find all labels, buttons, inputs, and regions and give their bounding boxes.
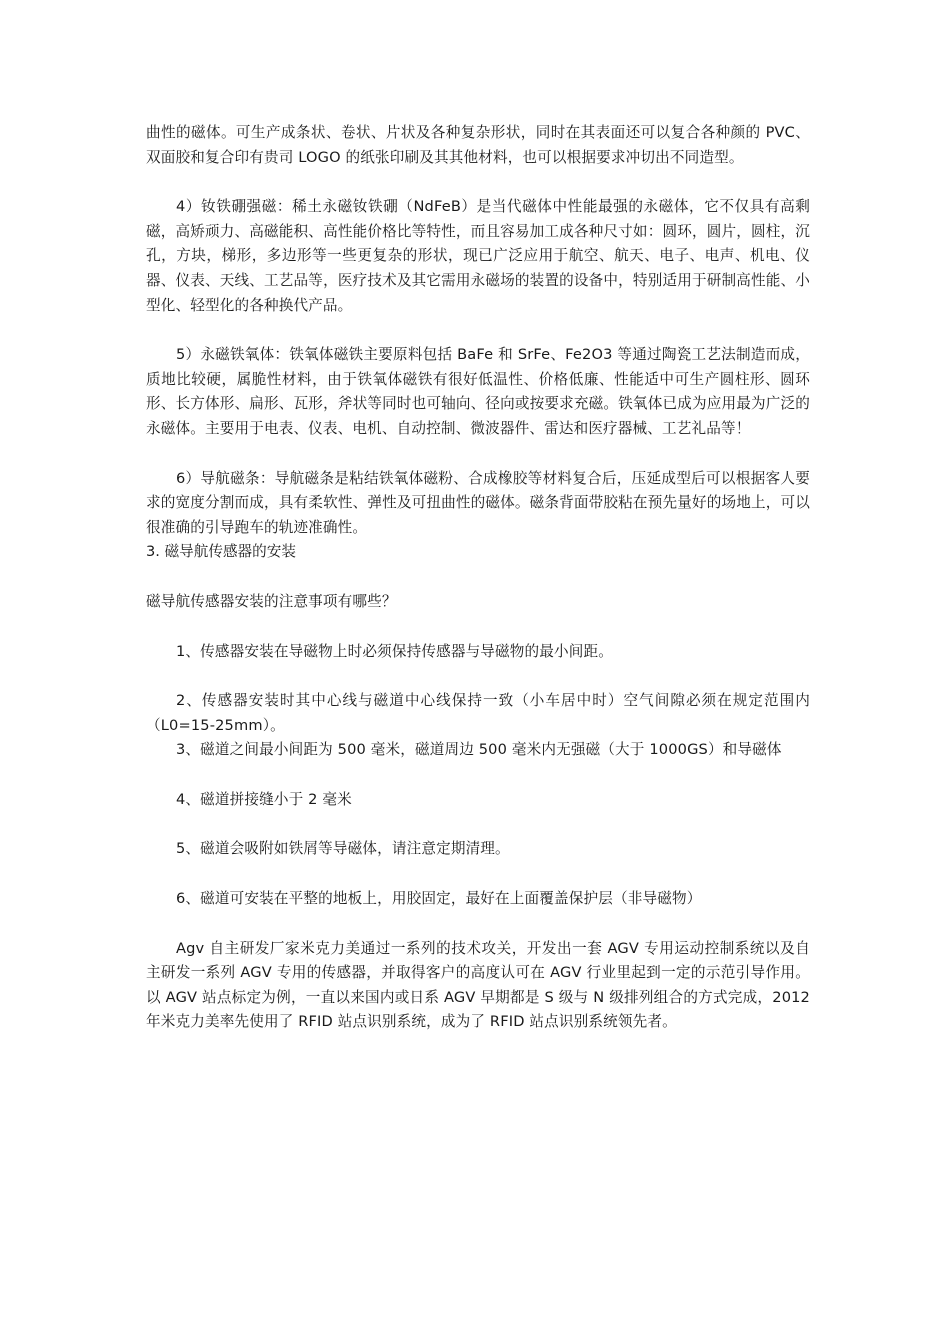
list-item-4: 4、磁道拼接缝小于 2 毫米 (176, 790, 352, 808)
list-item-3: 3、磁道之间最小间距为 500 毫米，磁道周边 500 毫米内无强磁（大于 1000GS）和导磁体 (176, 741, 782, 759)
section-heading-installation: 3. 磁导航传感器的安装 (146, 543, 296, 561)
list-item-2: 2、传感器安装时其中心线与磁道中心线保持一致（小车居中时）空气间隙必须在规定范围内（L0=15-25mm）。 (146, 692, 810, 734)
list-item-1: 1、传感器安装在导磁物上时必须保持传感器与导磁物的最小间距。 (176, 642, 614, 660)
list-item-5: 5、磁道会吸附如铁屑等导磁体，请注意定期清理。 (176, 840, 510, 858)
list-item-6: 6、磁道可安装在平整的地板上，用胶固定，最好在上面覆盖保护层（非导磁物） (176, 890, 702, 908)
paragraph-ferrite-magnet: 5）永磁铁氧体：铁氧体磁铁主要原料包括 BaFe 和 SrFe、Fe2O3 等通过陶瓷工艺法制造而成，质地比较硬，属脆性材料，由于铁氧体磁铁有很好低温性、价格低廉、性能适中可生产圆柱形、圆环形、长方体形、扁形、瓦形，斧状等同时也可轴向、径向或按要求充磁。铁氧体已成为应用最为广泛的永磁体。主要用于电表、仪表、电机、自动控制、微波器件、雷达和医疗器械、工艺礼品等！ (146, 346, 810, 437)
paragraph-company-intro: Agv 自主研发厂家米克力美通过一系列的技术攻关，开发出一套 AGV 专用运动控制系统以及自主研发一系列 AGV 专用的传感器，并取得客户的高度认可在 AGV 行业里起到一定的示范引导作用。以 AGV 站点标定为例，一直以来国内或日系 AGV 早期都是 S 级与 N 级排列组合的方式完成，2012 年米克力美率先使用了 RFID 站点识别系统，成为了 RFID 站点识别系统领先者。 (146, 939, 810, 1031)
paragraph-magnetic-rubber-continued: 曲性的磁体。可生产成条状、卷状、片状及各种复杂形状，同时在其表面还可以复合各种颜的 PVC、双面胶和复合印有贵司 LOGO 的纸张印刷及其其他材料，也可以根据要求冲切出不同造型。 (146, 124, 810, 166)
paragraph-navigation-strip: 6）导航磁条：导航磁条是粘结铁氧体磁粉、合成橡胶等材料复合后，压延成型后可以根据客人要求的宽度分割而成，具有柔软性、弹性及可扭曲性的磁体。磁条背面带胶粘在预先量好的场地上，可以很准确的引导跑车的轨迹准确性。 (146, 469, 810, 536)
paragraph-ndfeb-magnet: 4）钕铁硼强磁：稀土永磁钕铁硼（NdFeB）是当代磁体中性能最强的永磁体，它不仅具有高剩磁，高矫顽力、高磁能积、高性能价格比等特性，而且容易加工成各种尺寸如：圆环，圆片，圆柱，沉孔，方块，梯形，多边形等一些更复杂的形状，现已广泛应用于航空、航天、电子、电声、机电、仪器、仪表、天线、工艺品等，医疗技术及其它需用永磁场的装置的设备中，特别适用于研制高性能、小型化、轻型化的各种换代产品。 (146, 198, 810, 314)
document-body (146, 121, 810, 1035)
paragraph-installation-question: 磁导航传感器安装的注意事项有哪些？ (146, 592, 397, 610)
